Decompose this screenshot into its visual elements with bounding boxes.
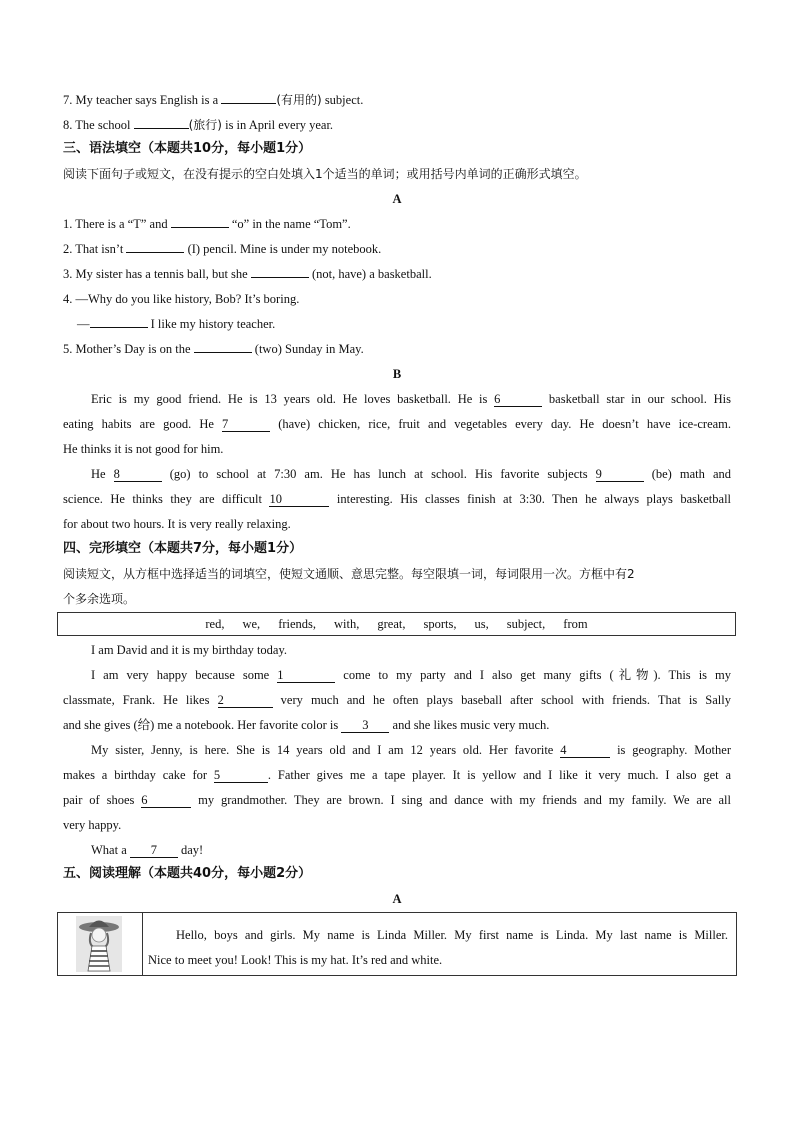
cloze-line: I am David and it is my birthday today. bbox=[91, 643, 288, 657]
answer-blank[interactable] bbox=[171, 227, 229, 228]
numbered-blank[interactable]: 4 bbox=[560, 744, 610, 758]
passage-b-line: He 8 (go) to school at 7:30 am. He has lunch at school. His favorite subjects 9 (be) math and bbox=[91, 467, 732, 481]
passage-b-line: for about two hours. It is very really relaxing. bbox=[63, 517, 291, 531]
section-4-instruction-cont: 个多余选项。 bbox=[63, 592, 136, 606]
cloze-line: and she gives (给) me a notebook. Her favorite color is 3 and she likes music very much. bbox=[63, 718, 550, 732]
reading-line: Hello, boys and girls. My name is Linda Miller. My first name is Linda. My last name is Miller. bbox=[176, 928, 728, 942]
section-3-instruction: 阅读下面句子或短文，在没有提示的空白处填入1个适当的单词；或用括号内单词的正确形式填空。 bbox=[63, 167, 587, 181]
numbered-blank[interactable]: 9 bbox=[596, 468, 644, 482]
grammar-question-3: 3. My sister has a tennis ball, but she (not, have) a basketball. bbox=[63, 267, 432, 281]
numbered-blank[interactable]: 8 bbox=[114, 468, 162, 482]
answer-blank[interactable] bbox=[134, 128, 189, 129]
cloze-line: makes a birthday cake for 5 . Father gives me a tape player. It is yellow and I like it very much. I also get a bbox=[63, 768, 731, 782]
section-4-instruction: 阅读短文，从方框中选择适当的词填空，使短文通顺、意思完整。每空限填一词，每词限用一次。方框中有2 bbox=[63, 567, 635, 581]
passage-b-line: eating habits are good. He 7 (have) chicken, rice, fruit and vegetables every day. He doesn’t have ice-cream. bbox=[63, 417, 732, 431]
word-option: subject, bbox=[506, 616, 546, 631]
passage-b-line: Eric is my good friend. He is 13 years old. He loves basketball. He is 6 basketball star in our school. His bbox=[91, 392, 731, 406]
word-option: from bbox=[563, 616, 588, 631]
numbered-blank[interactable]: 3 bbox=[341, 719, 389, 733]
cloze-line: pair of shoes 6 my grandmother. They are brown. I sing and dance with my friends and my family. We are all bbox=[63, 793, 731, 807]
answer-blank[interactable] bbox=[90, 327, 148, 328]
section-5-heading: 五、阅读理解（本题共40分，每小题2分） bbox=[63, 866, 312, 881]
part-a-label: A bbox=[392, 892, 402, 906]
numbered-blank[interactable]: 10 bbox=[269, 493, 329, 507]
numbered-blank[interactable]: 2 bbox=[218, 694, 273, 708]
grammar-question-4-reply: — I like my history teacher. bbox=[77, 317, 276, 331]
cloze-line: I am very happy because some 1 come to my party and I also get many gifts (礼物). This is my bbox=[91, 668, 732, 682]
reading-line: Nice to meet you! Look! This is my hat. It’s red and white. bbox=[148, 953, 443, 967]
passage-b-line: He thinks it is not good for him. bbox=[63, 442, 224, 456]
word-option: friends, bbox=[278, 616, 317, 631]
word-option: we, bbox=[242, 616, 261, 631]
word-option: sports, bbox=[423, 616, 457, 631]
grammar-question-2: 2. That isn’t (I) pencil. Mine is under my notebook. bbox=[63, 242, 382, 256]
section-3-heading: 三、语法填空（本题共10分，每小题1分） bbox=[63, 141, 312, 156]
numbered-blank[interactable]: 7 bbox=[222, 418, 270, 432]
cloze-line: very happy. bbox=[63, 818, 122, 832]
numbered-blank[interactable]: 6 bbox=[141, 794, 191, 808]
answer-blank[interactable] bbox=[194, 352, 252, 353]
answer-blank[interactable] bbox=[126, 252, 184, 253]
numbered-blank[interactable]: 5 bbox=[214, 769, 268, 783]
grammar-question-4: 4. —Why do you like history, Bob? It’s boring. bbox=[63, 292, 300, 306]
word-option: red, bbox=[205, 616, 225, 631]
cloze-line: What a 7 day! bbox=[91, 843, 204, 857]
word-option: great, bbox=[377, 616, 406, 631]
word-option: us, bbox=[474, 616, 489, 631]
numbered-blank[interactable]: 6 bbox=[494, 393, 542, 407]
answer-blank[interactable] bbox=[221, 103, 276, 104]
part-b-label: B bbox=[392, 367, 402, 381]
question-8: 8. The school (旅行) is in April every year. bbox=[63, 118, 334, 132]
cloze-line: classmate, Frank. He likes 2 very much and he often plays baseball after school with friends. That is Sally bbox=[63, 693, 732, 707]
word-bank-box bbox=[57, 612, 736, 636]
grammar-question-5: 5. Mother’s Day is on the (two) Sunday in May. bbox=[63, 342, 364, 356]
answer-blank[interactable] bbox=[251, 277, 309, 278]
question-7: 7. My teacher says English is a (有用的) subject. bbox=[63, 93, 364, 107]
grammar-question-1: 1. There is a “T” and “o” in the name “Tom”. bbox=[63, 217, 351, 231]
cloze-line: My sister, Jenny, is here. She is 14 years old and I am 12 years old. Her favorite 4 is geography. Mother bbox=[91, 743, 731, 757]
part-a-label: A bbox=[392, 192, 402, 206]
numbered-blank[interactable]: 1 bbox=[277, 669, 335, 683]
girl-illustration bbox=[58, 913, 143, 975]
word-option: with, bbox=[334, 616, 360, 631]
reading-passage-text bbox=[148, 923, 728, 973]
passage-b-line: science. He thinks they are difficult 10 interesting. His classes finish at 3:30. Then he always plays basketball bbox=[63, 492, 732, 506]
girl-with-hat-icon bbox=[58, 913, 142, 975]
numbered-blank[interactable]: 7 bbox=[130, 844, 178, 858]
reading-passage-box bbox=[57, 912, 737, 976]
section-4-heading: 四、完形填空（本题共7分，每小题1分） bbox=[63, 541, 303, 556]
